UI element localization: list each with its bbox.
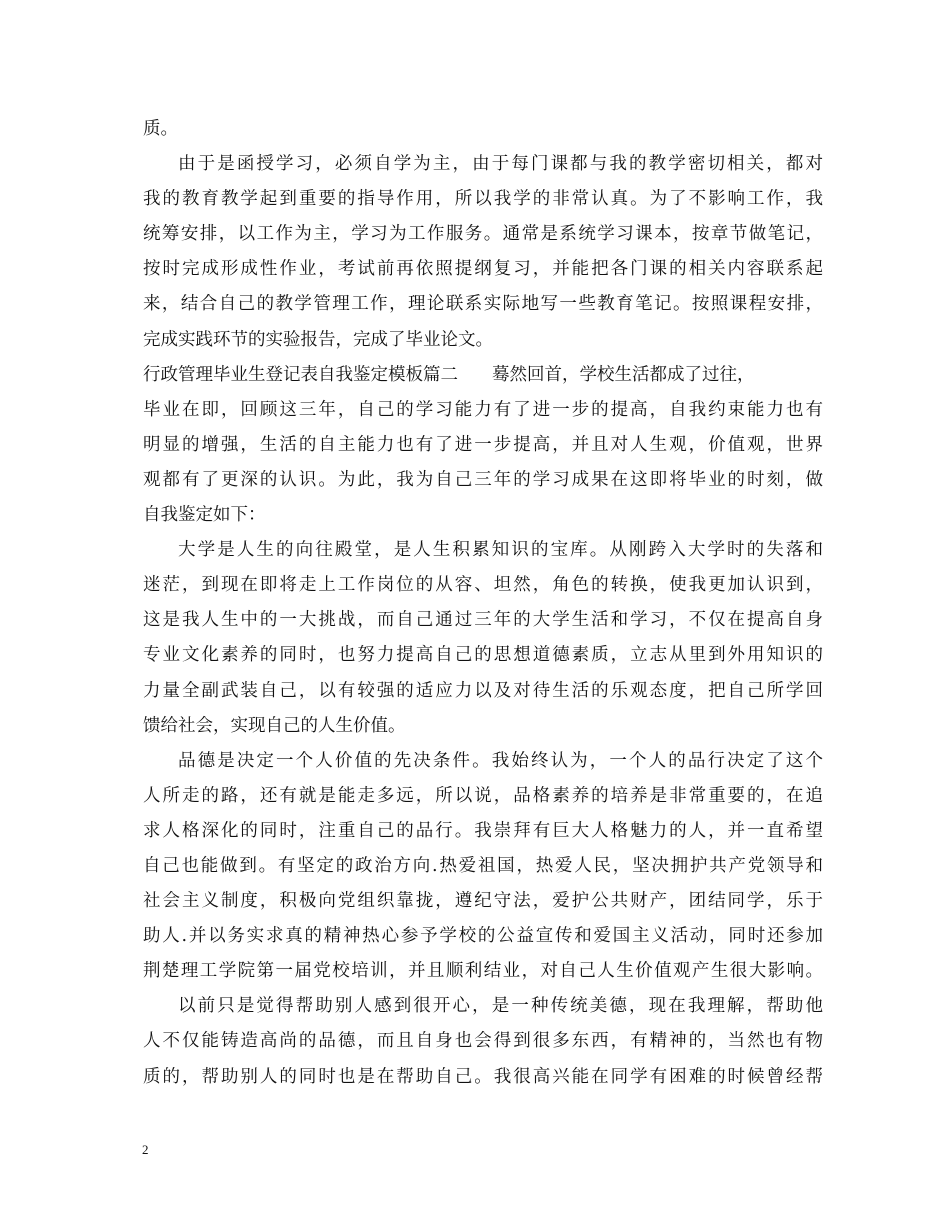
paragraph-group-1	[143, 112, 823, 358]
text-line: 专业文化素养的同时，也努力提高自己的思想道德素质，立志从里到外用知识的	[143, 645, 823, 666]
text-line: 质。	[143, 119, 178, 139]
text-line: 这是我人生中的一大挑战，而自己通过三年的大学生活和学习，不仅在提高自身	[143, 610, 823, 631]
text-line: 自己也能做到。有坚定的政治方向.热爱祖国，热爱人民，坚决拥护共产党领导和	[143, 855, 823, 876]
text-line: 助人.并以务实求真的精神热心参予学校的公益宣传和爱国主义活动，同时还参加	[143, 926, 823, 947]
text-line: 按时完成形成性作业，考试前再依照提纲复习，并能把各门课的相关内容联系起	[143, 259, 823, 280]
page-number: 2	[142, 1142, 149, 1157]
text-line: 由于是函授学习，必须自学为主，由于每门课都与我的教学密切相关，都对	[178, 154, 823, 175]
text-line: 来，结合自己的教学管理工作，理论联系实际地写一些教育笔记。按照课程安排，	[143, 294, 823, 315]
text-line: 品德是决定一个人价值的先决条件。我始终认为，一个人的品行决定了这个	[178, 750, 823, 771]
body-text	[143, 112, 823, 1095]
text-line: 荆楚理工学院第一届党校培训，并且顺利结业，对自己人生价值观产生很大影响。	[143, 961, 823, 982]
text-line: 大学是人生的向往殿堂，是人生积累知识的宝库。从刚跨入大学时的失落和	[178, 540, 823, 561]
section-heading: 行政管理毕业生登记表自我鉴定模板篇二	[143, 364, 458, 385]
text-line: 毕业在即，回顾这三年，自己的学习能力有了进一步的提高，自我约束能力也有	[143, 399, 823, 420]
paragraph-group-2	[143, 393, 823, 1095]
text-line: 求人格深化的同时，注重自己的品行。我崇拜有巨大人格魅力的人，并一直希望	[143, 820, 823, 841]
text-line: 馈给社会，实现自己的人生价值。	[143, 715, 406, 736]
text-line: 统筹安排，以工作为主，学习为工作服务。通常是系统学习课本，按章节做笔记，	[143, 224, 823, 245]
text-line: 人不仅能铸造高尚的品德，而且自身也会得到很多东西，有精神的，当然也有物	[143, 1031, 823, 1052]
text-line: 质的，帮助别人的同时也是在帮助自己。我很高兴能在同学有困难的时候曾经帮	[143, 1066, 823, 1087]
text-line: 人所走的路，还有就是能走多远，所以说，品格素养的培养是非常重要的，在追	[143, 785, 823, 806]
text-line: 社会主义制度，积极向党组织靠拢，遵纪守法，爱护公共财产，团结同学，乐于	[143, 891, 823, 912]
text-line: 力量全副武装自己，以有较强的适应力以及对待生活的乐观态度，把自己所学回	[143, 680, 823, 701]
text-line: 自我鉴定如下：	[143, 505, 266, 526]
section-heading-continuation: 蓦然回首，学校生活都成了过往，	[492, 364, 755, 385]
text-line: 观都有了更深的认识。为此，我为自己三年的学习成果在这即将毕业的时刻，做	[143, 469, 823, 490]
text-line: 我的教育教学起到重要的指导作用，所以我学的非常认真。为了不影响工作，我	[143, 189, 823, 210]
text-line: 以前只是觉得帮助别人感到很开心，是一种传统美德，现在我理解，帮助他	[178, 996, 823, 1017]
text-line: 迷茫，到现在即将走上工作岗位的从容、坦然，角色的转换，使我更加认识到，	[143, 575, 823, 596]
text-line: 明显的增强，生活的自主能力也有了进一步提高，并且对人生观，价值观，世界	[143, 434, 823, 455]
section-heading-line	[143, 358, 823, 393]
text-line: 完成实践环节的实验报告，完成了毕业论文。	[143, 329, 493, 350]
